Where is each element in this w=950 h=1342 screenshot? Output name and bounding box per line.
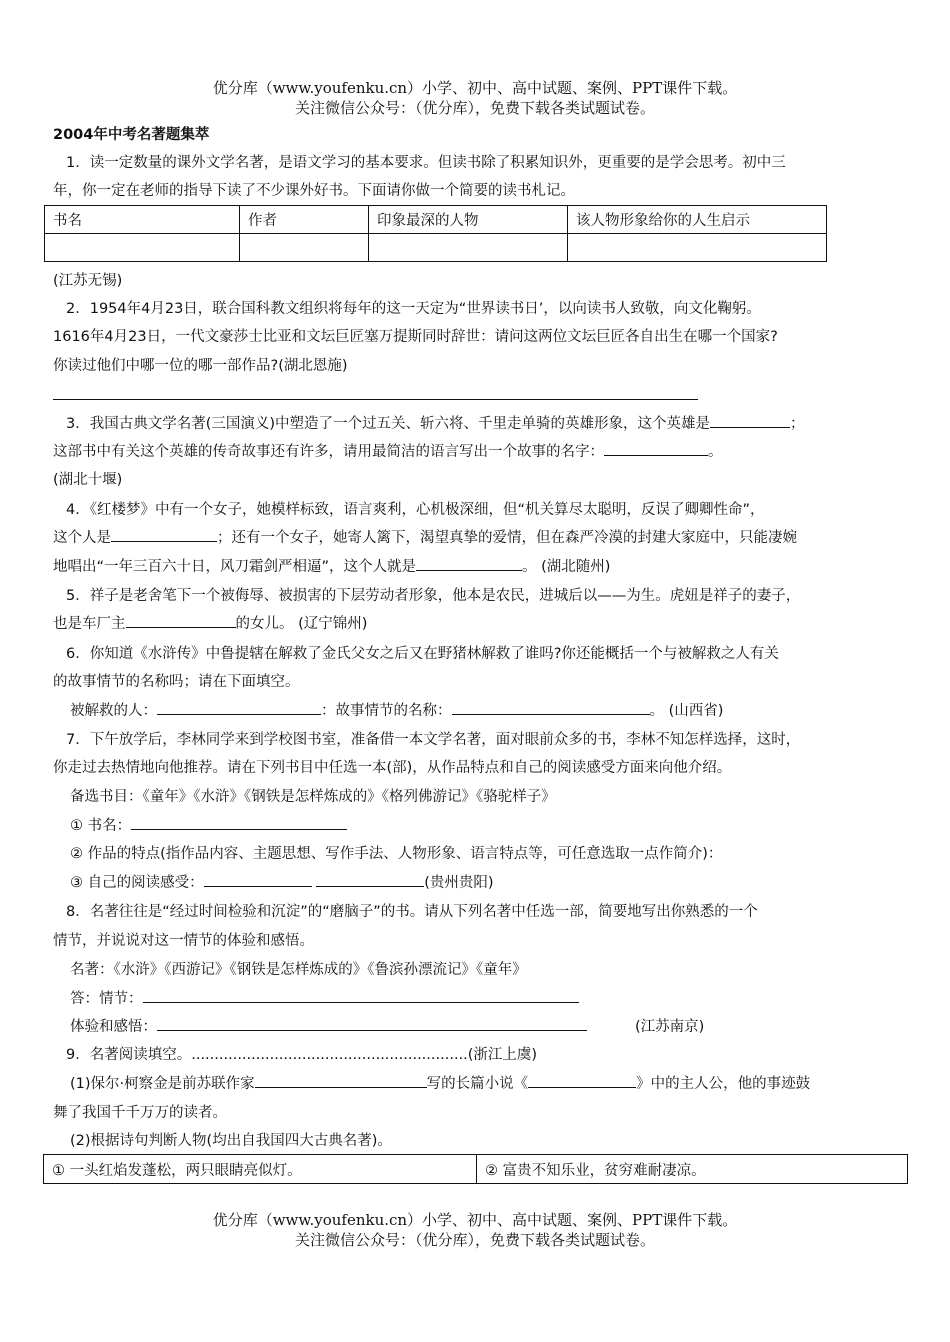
book-name-cell[interactable] (45, 234, 240, 262)
q7-line-3: 备选书目：《童年》《水浒》《钢铁是怎样炼成的》《格列佛游记》《骆驼样子》 (70, 789, 556, 805)
q8-text: (江苏南京) (635, 1019, 705, 1035)
q9-line-4: (2)根据诗句判断人物(均出自我国四大古典名著)。 (70, 1133, 392, 1149)
q6-line-2: 的故事情节的名称吗；请在下面填空。 (53, 674, 300, 690)
q4-line-2 (53, 527, 905, 549)
q5-text: 也是车厂主 (53, 616, 126, 632)
q7-text: (贵州贵阳) (424, 875, 494, 891)
table-header-cell: 作者 (240, 206, 369, 234)
q9-line-3: 舞了我国千千万万的读者。 (53, 1105, 227, 1121)
poem-cell-2[interactable]: ② 富贵不知乐业，贫穷难耐凄凉。 (477, 1155, 908, 1184)
answer-blank[interactable] (111, 527, 217, 542)
table-header-row (45, 206, 827, 234)
q8-line-4 (70, 988, 905, 1010)
poem-cell-1[interactable]: ① 一头红焰发蓬松，两只眼睛亮似灯。 (44, 1155, 477, 1184)
q4-line-1: 4．《红楼梦》中有一个女子，她模样标致，语言爽利，心机极深细，但“机关算尽太聪明，反误了卿卿性命”， (66, 502, 765, 518)
q1-line-2: 年，你一定在老师的指导下读了不少课外好书。下面请你做一个简要的读书札记。 (53, 183, 575, 199)
answer-blank[interactable] (126, 613, 236, 628)
insight-cell[interactable] (568, 234, 827, 262)
q9-line-2 (70, 1073, 905, 1095)
q3-text: 。 (708, 444, 723, 460)
answer-blank[interactable] (604, 441, 708, 456)
reading-notes-table (44, 205, 827, 262)
q8-text: 体验和感悟： (70, 1019, 157, 1035)
q1-source: (江苏无锡) (53, 273, 123, 289)
q3-line-2 (53, 441, 905, 463)
plot-name-blank[interactable] (452, 700, 650, 715)
doc-title: 2004年中考名著题集萃 (53, 127, 210, 143)
character-cell[interactable] (369, 234, 568, 262)
q7-line-4 (70, 815, 905, 837)
table-row (44, 1155, 908, 1184)
rescued-person-blank[interactable] (157, 700, 321, 715)
q6-text: ：故事情节的名称： (321, 703, 452, 719)
q1-line-1: 1．读一定数量的课外文学名著，是语文学习的基本要求。但读书除了积累知识外，更重要的是学会思考。初中三 (66, 155, 786, 171)
q9-text: 》中的主人公，他的事迹鼓 (636, 1076, 811, 1092)
q3-text: ； (790, 416, 805, 432)
q7-line-1: 7．下午放学后，李林同学来到学校图书室，准备借一本文学名著，面对眼前众多的书，李林不知怎样选择，这时， (66, 732, 801, 748)
q4-text: 。 (湖北随州) (522, 559, 611, 575)
plot-blank[interactable] (143, 988, 579, 1003)
q4-line-3 (53, 556, 905, 578)
header-line-1: 优分库（www.youfenku.cn）小学、初中、高中试题、案例、PPT课件下载。 (212, 79, 738, 97)
q3-source: (湖北十堰) (53, 472, 123, 488)
q4-text: 这个人是 (53, 530, 111, 546)
q7-line-6 (70, 872, 905, 894)
table-header-cell: 书名 (45, 206, 240, 234)
q5-line-2 (53, 613, 905, 635)
q4-text: ；还有一个女子，她寄人篱下，渴望真挚的爱情，但在森严冷漠的封建大家庭中，只能凄婉 (217, 530, 797, 546)
q9-text: 写的长篇小说《 (426, 1076, 529, 1092)
q8-line-2: 情节，并说说对这一情节的体验和感悟。 (53, 933, 314, 949)
q6-text: 。 (山西省) (649, 703, 724, 719)
q8-line-5 (70, 1016, 905, 1038)
q2-answer-line[interactable] (53, 399, 698, 400)
q9-line-1: 9．名著阅读填空。............................................................(浙江上虞) (66, 1047, 538, 1063)
q2-line-1: 2．1954年4月23日，联合国科教文组织将每年的这一天定为“世界读书日’，以向读书人致敬，向文化鞠躬。 (66, 301, 761, 317)
q4-text: 地唱出“一年三百六十日，风刀霜剑严相逼”，这个人就是 (53, 559, 417, 575)
answer-blank[interactable] (204, 872, 312, 887)
header-line-2: 关注微信公众号：（优分库），免费下载各类试题试卷。 (294, 99, 655, 117)
q3-text: 这部书中有关这个英雄的传奇故事还有许多，请用最简洁的语言写出一个故事的名字： (53, 444, 604, 460)
q3-line-1 (66, 413, 905, 435)
q2-line-2: 1616年4月23日，一代文豪莎士比亚和文坛巨匠塞万提斯同时辞世：请问这两位文坛巨匠各自出生在哪一个国家? (53, 329, 778, 345)
novel-blank[interactable] (528, 1073, 636, 1088)
book-name-blank[interactable] (131, 815, 347, 830)
author-blank[interactable] (255, 1073, 427, 1088)
q2-line-3: 你读过他们中哪一位的哪一部作品?(湖北恩施) (53, 358, 348, 374)
q7-text: ① 书名： (70, 818, 132, 834)
reflection-blank[interactable] (157, 1016, 587, 1031)
table-row (45, 234, 827, 262)
q8-line-3: 名著：《水浒》《西游记》《钢铁是怎样炼成的》《鲁滨孙漂流记》《童年》 (70, 962, 527, 978)
q6-line-3 (70, 700, 905, 722)
q7-line-2: 你走过去热情地向他推荐。请在下列书目中任选一本(部)，从作品特点和自己的阅读感受方面来向他介绍。 (53, 760, 732, 776)
q7-text: ③ 自己的阅读感受： (70, 875, 204, 891)
answer-blank[interactable] (710, 413, 790, 428)
answer-blank[interactable] (316, 872, 424, 887)
q5-text: 的女儿。 (辽宁锦州) (235, 616, 368, 632)
q8-line-1: 8．名著往往是“经过时间检验和沉淀”的“磨脑子”的书。请从下列名著中任选一部，简要地写出你熟悉的一个 (66, 904, 758, 920)
table-header-cell: 该人物形象给你的人生启示 (568, 206, 827, 234)
footer-line-1: 优分库（www.youfenku.cn）小学、初中、高中试题、案例、PPT课件下载。 (212, 1211, 738, 1229)
footer-line-2: 关注微信公众号：（优分库），免费下载各类试题试卷。 (294, 1231, 655, 1249)
q8-text: 答：情节： (70, 991, 143, 1007)
q3-text: 3．我国古典文学名著(三国演义)中塑造了一个过五关、斩六将、千里走单骑的英雄形象，这个英雄是 (66, 416, 711, 432)
q9-text: (1)保尔·柯察金是前苏联作家 (70, 1076, 255, 1092)
poem-table (43, 1154, 908, 1184)
author-cell[interactable] (240, 234, 369, 262)
q5-line-1: 5．祥子是老舍笔下一个被侮辱、被损害的下层劳动者形象，他本是农民，进城后以——为生。虎妞是祥子的妻子， (66, 588, 801, 604)
q7-line-5: ② 作品的特点(指作品内容、主题思想、写作手法、人物形象、语言特点等，可任意选取一点作简介)： (70, 846, 723, 862)
table-header-cell: 印象最深的人物 (369, 206, 568, 234)
q6-text: 被解救的人： (70, 703, 157, 719)
answer-blank[interactable] (416, 556, 522, 571)
q6-line-1: 6．你知道《水浒传》中鲁提辖在解救了金氏父女之后又在野猪林解救了谁吗?你还能概括一个与被解救之人有关 (66, 646, 779, 662)
